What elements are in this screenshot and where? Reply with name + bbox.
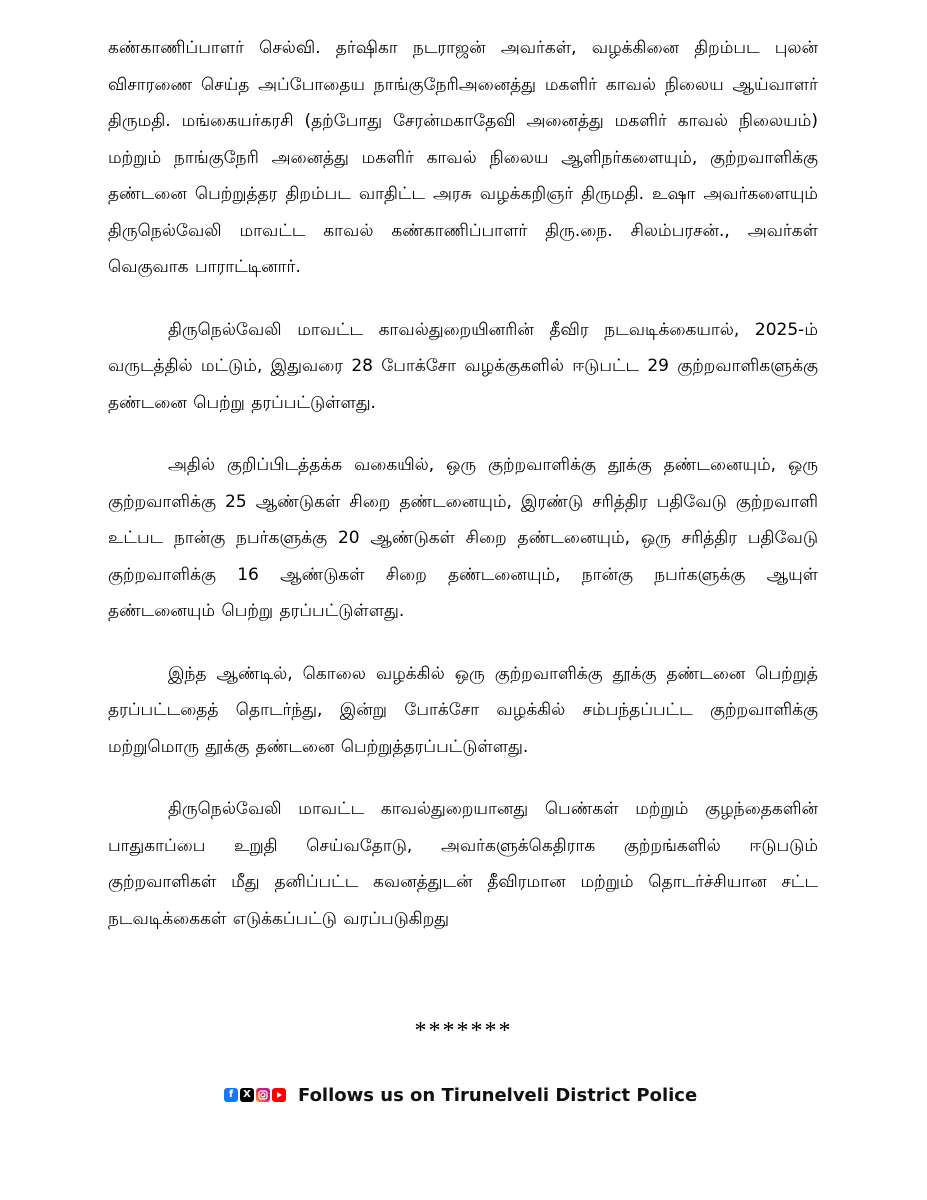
separator: *******	[414, 1018, 513, 1044]
document-body	[108, 30, 818, 937]
instagram-icon[interactable]	[256, 1088, 270, 1102]
paragraph-4: இந்த ஆண்டில், கொலை வழக்கில் ஒரு குற்றவாளிக்கு தூக்கு தண்டனை பெற்றுத் தரப்பட்டதைத் தொடர்ந்து, இன்று போக்சோ வழக்கில் சம்பந்தப்பட்ட குற்றவாளிக்கு மற்றுமொரு தூக்கு தண்டனை பெற்றுத்தரப்பட்டுள்ளது.	[108, 663, 818, 757]
social-icons	[224, 1088, 286, 1102]
facebook-icon[interactable]: f	[224, 1088, 238, 1102]
footer	[224, 1082, 697, 1108]
paragraph-1: கண்காணிப்பாளர் செல்வி. தர்ஷிகா நடராஜன் அவர்கள், வழக்கினை திறம்பட புலன் விசாரணை செய்த அப்போதைய நாங்குநேரிஅனைத்து மகளிர் காவல் நிலைய ஆய்வாளர் திருமதி. மங்கையர்கரசி (தற்போது சேரன்மகாதேவி அனைத்து மகளிர் காவல் நிலையம்) மற்றும் நாங்குநேரி அனைத்து மகளிர் காவல் நிலைய ஆளிநர்களையும், குற்றவாளிக்கு தண்டனை பெற்றுத்தர திறம்பட வாதிட்ட அரசு வழக்கறிஞர் திருமதி. உஷா அவர்களையும் திருநெல்வேலி மாவட்ட காவல் கண்காணிப்பாளர் திரு.நை. சிலம்பரசன்., அவர்கள் வெகுவாக பாராட்டினார்.	[108, 38, 818, 277]
paragraph-3: அதில் குறிப்பிடத்தக்க வகையில், ஒரு குற்றவாளிக்கு தூக்கு தண்டனையும், ஒரு குற்றவாளிக்கு 25 ஆண்டுகள் சிறை தண்டனையும், இரண்டு சரித்திர பதிவேடு குற்றவாளி உட்பட நான்கு நபர்களுக்கு 20 ஆண்டுகள் சிறை தண்டனையும், ஒரு சரித்திர பதிவேடு குற்றவாளிக்கு 16 ஆண்டுகள் சிறை தண்டனையும், நான்கு நபர்களுக்கு ஆயுள் தண்டனையும் பெற்று தரப்பட்டுள்ளது.	[108, 455, 818, 621]
paragraph-2: திருநெல்வேலி மாவட்ட காவல்துறையினரின் தீவிர நடவடிக்கையால், 2025-ம் வருடத்தில் மட்டும், இதுவரை 28 போக்சோ வழக்குகளில் ஈடுபட்ட 29 குற்றவாளிகளுக்கு தண்டனை பெற்று தரப்பட்டுள்ளது.	[108, 319, 818, 413]
paragraph-5: திருநெல்வேலி மாவட்ட காவல்துறையானது பெண்கள் மற்றும் குழந்தைகளின் பாதுகாப்பை உறுதி செய்வதோடு, அவர்களுக்கெதிராக குற்றங்களில் ஈடுபடும் குற்றவாளிகள் மீது தனிப்பட்ட கவனத்துடன் தீவிரமான மற்றும் தொடர்ச்சியான சட்ட நடவடிக்கைகள் எடுக்கப்பட்டு வரப்படுகிறது	[108, 799, 818, 929]
footer-text: Follows us on Tirunelveli District Police	[298, 1084, 698, 1106]
youtube-icon[interactable]	[272, 1088, 286, 1102]
x-icon[interactable]: X	[240, 1088, 254, 1102]
